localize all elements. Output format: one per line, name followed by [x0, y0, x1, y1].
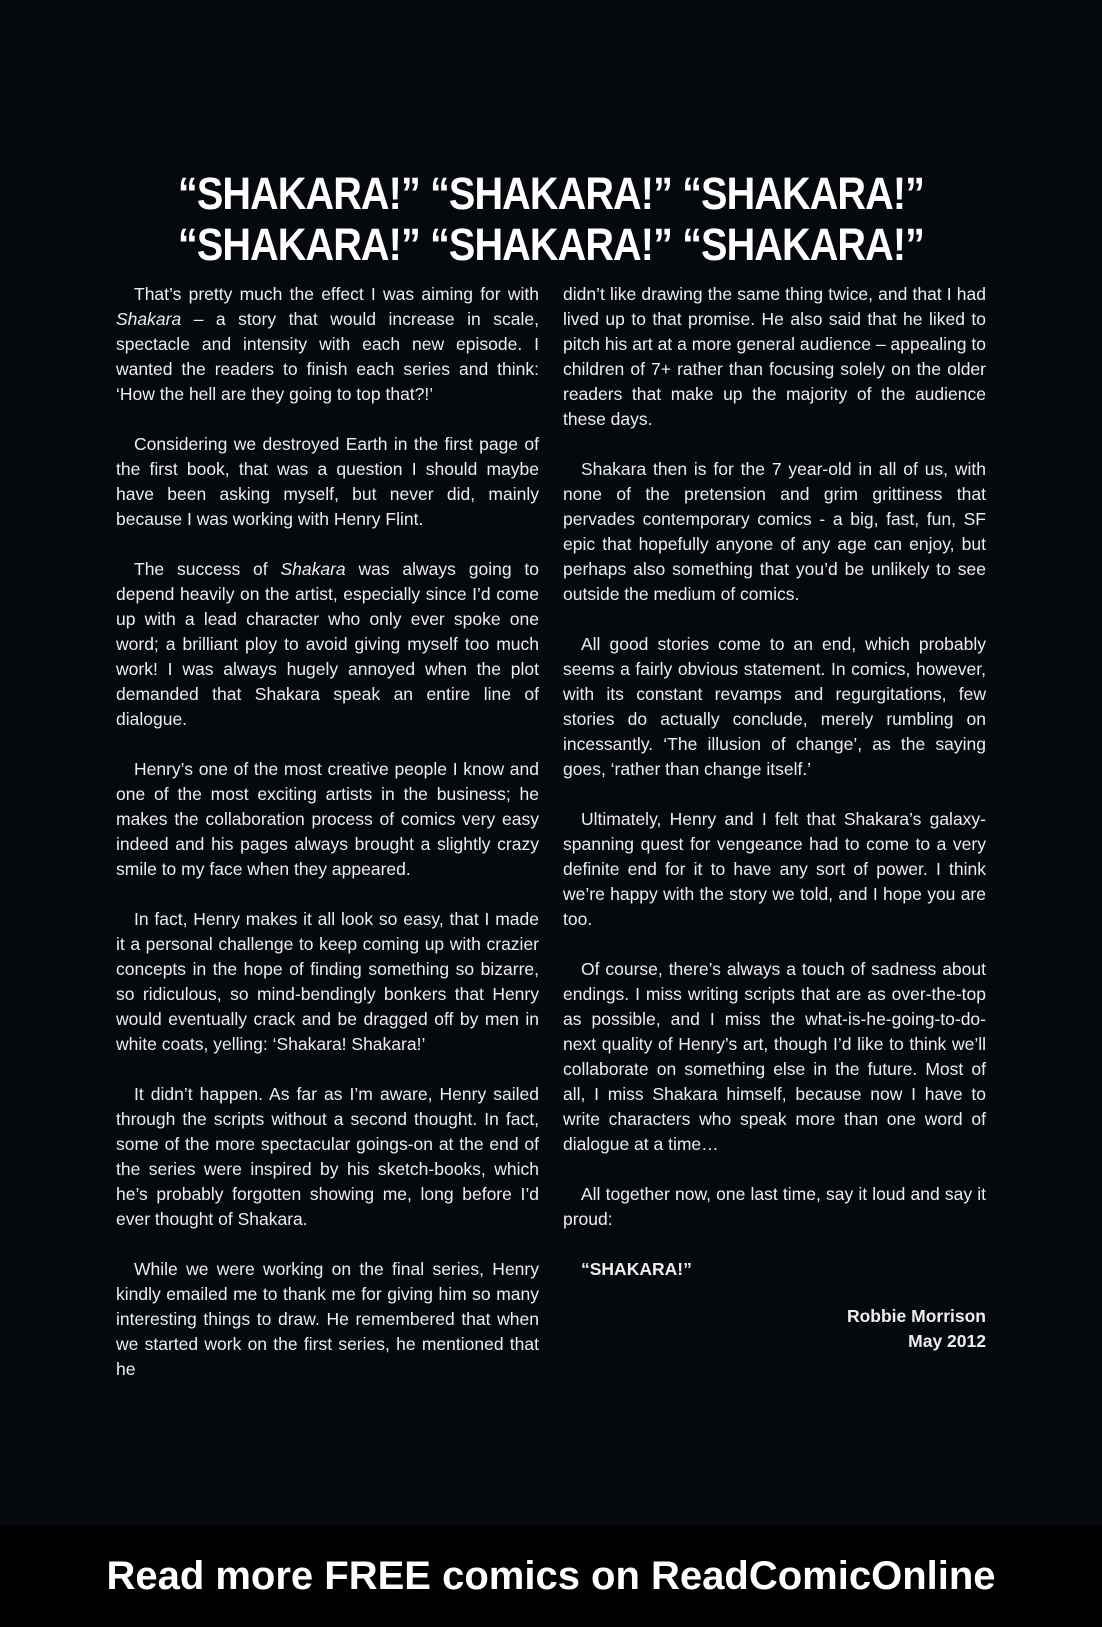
- closing-shout: “SHAKARA!”: [581, 1259, 692, 1279]
- paragraph: Of course, there’s always a touch of sadness about endings. I miss writing scripts that are as over-the-top as possible, and I miss the what-is-he-going-to-do-next quality of Henry’s art, though I’d like to think we’ll collaborate on something else in the future. Most of all, I miss Shakara himself, because now I have to write characters who speak more than one word of dialogue at a time…: [563, 959, 986, 1154]
- page-title: [66, 168, 1036, 270]
- title-line-2: “SHAKARA!” “SHAKARA!” “SHAKARA!”: [177, 219, 925, 270]
- paragraph: Ultimately, Henry and I felt that Shakara’s galaxy-spanning quest for vengeance had to come to a very definite end for it to have any sort of power. I think we’re happy with the story we told, and I hope you are too.: [563, 809, 986, 929]
- right-column: [563, 282, 986, 1354]
- series-title: Shakara: [280, 559, 346, 579]
- paragraph: While we were working on the final series, Henry kindly emailed me to thank me for giving him so many interesting things to draw. He remembered that when we started work on the first series, he mentioned that he: [116, 1259, 539, 1379]
- paragraph: It didn’t happen. As far as I’m aware, Henry sailed through the scripts without a second thought. In fact, some of the more spectacular goings-on at the end of the series were inspired by his sketch-books, which he’s probably forgotten showing me, long before I’d ever thought of Shakara.: [116, 1084, 539, 1229]
- paragraph: Shakara then is for the 7 year-old in all of us, with none of the pretension and grim grittiness that pervades contemporary comics - a big, fast, fun, SF epic that hopefully anyone of any age can enjoy, but perhaps also something that you’d be unlikely to see outside the medium of comics.: [563, 459, 986, 604]
- title-line-1: “SHAKARA!” “SHAKARA!” “SHAKARA!”: [177, 168, 925, 219]
- paragraph: Henry’s one of the most creative people I know and one of the most exciting artists in the business; he makes the collaboration process of comics very easy indeed and his pages always brought a slightly crazy smile to my face when they appeared.: [116, 759, 539, 879]
- signature: [563, 1304, 986, 1354]
- author-name: Robbie Morrison: [846, 1306, 986, 1326]
- paragraph: Considering we destroyed Earth in the first page of the first book, that was a question I should maybe have been asking myself, but never did, mainly because I was working with Henry Flint.: [116, 434, 539, 529]
- paragraph: In fact, Henry makes it all look so easy, that I made it a personal challenge to keep coming up with crazier concepts in the hope of finding something so bizarre, so ridiculous, so mind-bendingly bonkers that Henry would eventually crack and be dragged off by men in white coats, yelling: ‘Shakara! Shakara!’: [116, 909, 539, 1054]
- paragraph: All together now, one last time, say it loud and say it proud:: [563, 1184, 986, 1229]
- paragraph: That’s pretty much the effect I was aiming for with Shakara – a story that would increase in scale, spectacle and intensity with each new episode. I wanted the readers to finish each series and think: ‘How the hell are they going to top that?!’: [116, 284, 539, 404]
- paragraph: didn’t like drawing the same thing twice, and that I had lived up to that promise. He also said that he liked to pitch his art at a more general audience – appealing to children of 7+ rather than focusing solely on the older readers that make up the majority of the audience these days.: [563, 284, 986, 429]
- signature-date: May 2012: [908, 1331, 986, 1351]
- paragraph: All good stories come to an end, which probably seems a fairly obvious statement. In comics, however, with its constant revamps and regurgitations, few stories do actually conclude, merely rumbling on incessantly. ‘The illusion of change’, as the saying goes, ‘rather than change itself.’: [563, 634, 986, 779]
- promo-banner[interactable]: Read more FREE comics on ReadComicOnline: [0, 1525, 1102, 1627]
- series-title: Shakara: [116, 309, 182, 329]
- left-column: [116, 282, 539, 1407]
- paragraph: The success of Shakara was always going to depend heavily on the artist, especially since I’d come up with a lead character who only ever spoke one word; a brilliant ploy to avoid giving myself too much work! I was always hugely annoyed when the plot demanded that Shakara speak an entire line of dialogue.: [116, 559, 539, 729]
